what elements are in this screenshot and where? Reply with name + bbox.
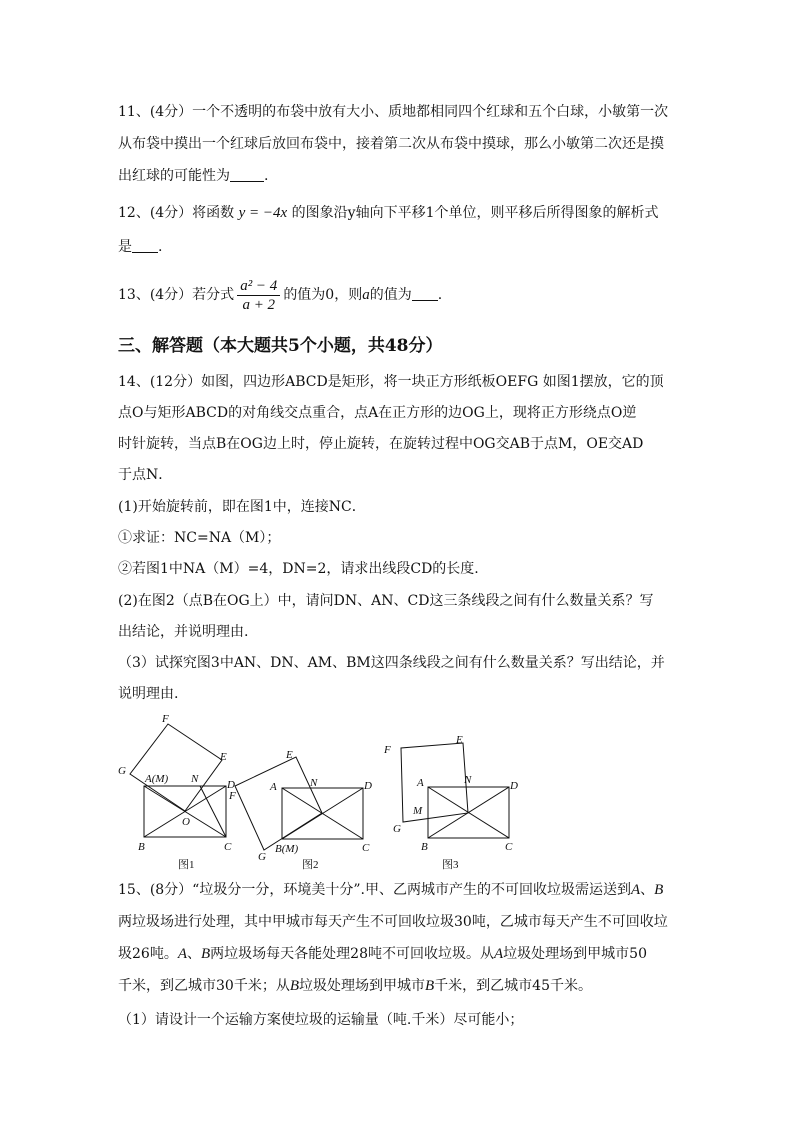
q11-line3-text: 出红球的可能性为 xyxy=(118,168,230,184)
q13-line xyxy=(118,276,442,314)
q15-line3-var-a: A xyxy=(177,946,187,962)
q15-line4-var-b2: B xyxy=(425,978,435,994)
q11-end: . xyxy=(264,168,269,184)
fig2-square-oefg xyxy=(235,757,322,850)
fig2-label-c: C xyxy=(362,842,370,854)
fig3-label-c: C xyxy=(505,841,513,853)
q15-var-b: B xyxy=(654,882,664,898)
fig2-label-n: N xyxy=(310,777,318,789)
fig3-label-f: F xyxy=(384,744,391,756)
fig1-label-g: G xyxy=(118,765,126,777)
fig3-label-b: B xyxy=(421,841,428,853)
fig3-label-a: A xyxy=(417,777,424,789)
q13-fraction xyxy=(237,277,280,314)
q12-answer-blank xyxy=(132,238,158,253)
q14-part1b: ②若图1中NA（M）=4，DN=2，请求出线段CD的长度. xyxy=(118,561,479,577)
q15-line5: （1）请设计一个运输方案使垃圾的运输量（吨.千米）尽可能小； xyxy=(118,1012,524,1028)
fig2-label-d: D xyxy=(364,780,372,792)
q12-end: . xyxy=(158,239,163,255)
fig1-label-d: D xyxy=(227,779,235,791)
fig3-label-n: N xyxy=(464,774,472,786)
q11-answer-blank xyxy=(230,167,264,182)
q15-line4-b: 垃圾处理场到甲城市 xyxy=(299,978,425,994)
q12-formula: y = −4x xyxy=(238,205,288,221)
q13-mid: 的值为0，则 xyxy=(283,287,363,303)
q15-line1 xyxy=(118,880,663,900)
q12-post: 的图象沿y轴向下平移1个单位，则平移后所得图象的解析式 xyxy=(291,205,659,221)
q15-line2: 两垃圾场进行处理，其中甲城市每天产生不可回收垃圾30吨，乙城市每天产生不可回收垃 xyxy=(118,914,668,930)
fig1-label-e: E xyxy=(220,751,227,763)
q15-line3-a: 圾26吨。 xyxy=(118,946,178,962)
q14-part1a: ①求证：NC=NA（M）； xyxy=(118,530,281,546)
fig3-caption: 图3 xyxy=(442,859,459,871)
q14-part2a: (2)在图2（点B在OG上）中，请问DN、AN、CD这三条线段之间有什么数量关系？写 xyxy=(118,593,654,609)
geometry-figures xyxy=(112,710,532,875)
q13-var: a xyxy=(362,287,370,303)
fig1-label-b: B xyxy=(138,841,145,853)
q12-line1 xyxy=(118,203,658,223)
fig1-label-n: N xyxy=(191,773,199,785)
q15-sep: 、 xyxy=(640,882,655,898)
fig2-label-e: E xyxy=(286,749,293,761)
q15-line3-b: 两垃圾场每天各能处理28吨不可回收垃圾。从 xyxy=(210,946,494,962)
q12-line2-text: 是 xyxy=(118,239,132,255)
fig1-caption: 图1 xyxy=(178,859,195,871)
q13-numerator: a² − 4 xyxy=(237,277,280,296)
q15-line3 xyxy=(118,944,647,964)
figure-2 xyxy=(235,757,363,850)
q15-line3-sep: 、 xyxy=(187,946,201,962)
q11-line3 xyxy=(118,166,268,186)
q14-line4: 于点N． xyxy=(118,467,173,483)
q13-post: 的值为 xyxy=(369,287,412,303)
fig3-label-m: M xyxy=(413,805,423,817)
q13-end: . xyxy=(437,287,443,303)
fig2-label-bm: B(M) xyxy=(275,843,299,855)
fig2-label-f: F xyxy=(229,790,236,802)
fig1-label-am: A(M) xyxy=(145,773,169,785)
q14-part2b: 出结论，并说明理由. xyxy=(118,624,249,640)
q11-line1: 11、(4分）一个不透明的布袋中放有大小、质地都相同四个红球和五个白球，小敏第一次 xyxy=(118,104,669,120)
figure-3 xyxy=(401,743,509,838)
q15-line1-text: 15、(8分）“垃圾分一分，环境美十分”.甲、乙两城市产生的不可回收垃圾需运送到 xyxy=(118,882,631,898)
q15-line4-a: 千米，到乙城市30千米；从 xyxy=(118,978,290,994)
q14-line2: 点O与矩形ABCD的对角线交点重合，点A在正方形的边OG上，现将正方形绕点O逆 xyxy=(118,405,637,421)
fig1-label-f: F xyxy=(162,713,169,725)
q13-answer-blank xyxy=(412,286,438,301)
q15-line4-var-b: B xyxy=(289,978,299,994)
q14-line3: 时针旋转，当点B在OG边上时，停止旋转，在旋转过程中OG交AB于点M，OE交AD xyxy=(118,436,644,452)
fig2-label-a: A xyxy=(270,781,277,793)
fig2-label-g: G xyxy=(258,851,266,863)
q15-line4-c: 千米，到乙城市45千米。 xyxy=(434,978,592,994)
q14-part3b: 说明理由. xyxy=(118,686,179,702)
fig3-label-g: G xyxy=(393,823,401,835)
fig1-label-o: O xyxy=(182,816,190,828)
q15-var-a: A xyxy=(630,882,641,898)
q15-line4 xyxy=(118,976,592,996)
q11-line2: 从布袋中摸出一个红球后放回布袋中，接着第二次从布袋中摸球，那么小敏第二次还是摸 xyxy=(118,136,664,152)
section-3-title: 三、解答题（本大题共5个小题，共48分） xyxy=(118,336,443,356)
q15-line3-c: 垃圾处理场到甲城市50 xyxy=(503,946,647,962)
q14-line1: 14、(12分）如图，四边形ABCD是矩形，将一块正方形纸板OEFG 如图1摆放，它的顶 xyxy=(118,374,664,390)
q15-line3-var-a2: A xyxy=(494,946,504,962)
fig1-label-c: C xyxy=(224,841,232,853)
q12-line2 xyxy=(118,237,162,257)
fig3-square-oefg xyxy=(401,743,468,822)
q13-pre: 13、(4分）若分式 xyxy=(118,287,235,303)
q13-denominator: a + 2 xyxy=(242,296,276,313)
fig2-caption: 图2 xyxy=(302,859,319,871)
q12-pre: 12、(4分）将函数 xyxy=(118,205,235,221)
q14-part1: (1)开始旋转前，即在图1中，连接NC． xyxy=(118,499,366,515)
q14-part3a: （3）试探究图3中AN、DN、AM、BM这四条线段之间有什么数量关系？写出结论，并 xyxy=(118,655,665,671)
fig3-label-d: D xyxy=(510,780,518,792)
fig3-label-e: E xyxy=(456,734,463,746)
q15-line3-var-b: B xyxy=(201,946,211,962)
